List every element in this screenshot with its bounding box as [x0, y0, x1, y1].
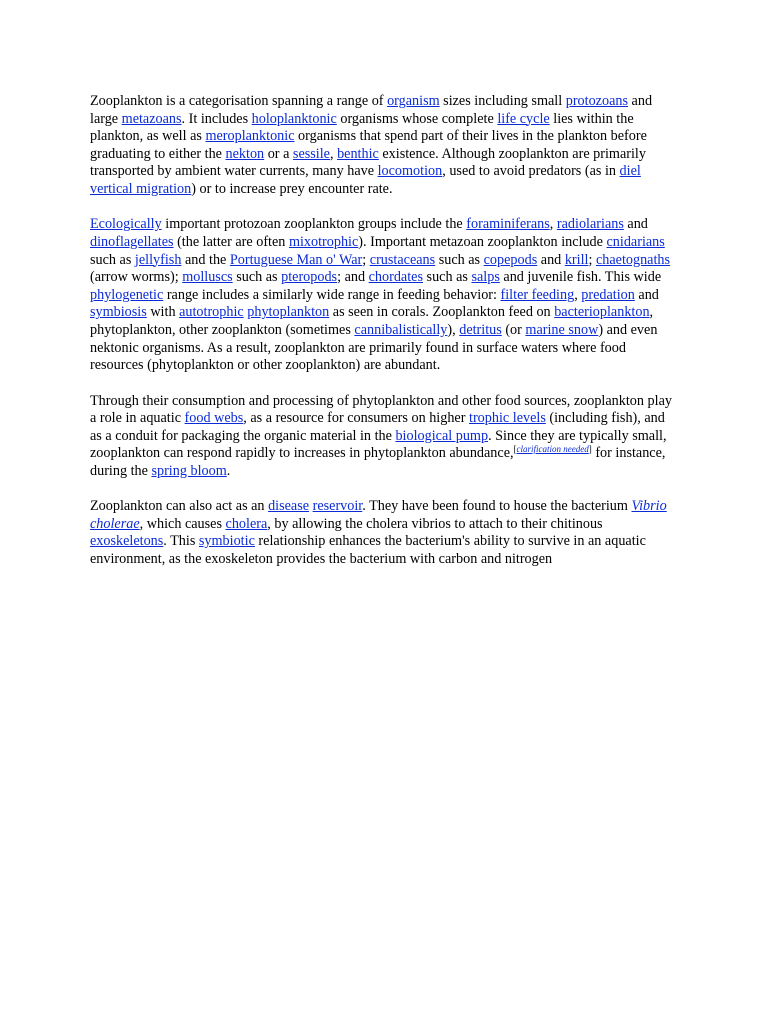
link-molluscs[interactable]: molluscs: [182, 269, 233, 286]
link-phytoplankton[interactable]: phytoplankton: [247, 304, 330, 321]
text-run: ) or to increase prey encounter rate.: [191, 180, 393, 197]
text-run: . It includes: [181, 110, 252, 127]
link-diel-vertical-migration[interactable]: diel vertical migration: [90, 163, 641, 197]
link-metazoans[interactable]: metazoans: [121, 110, 182, 127]
link-meroplanktonic[interactable]: meroplanktonic: [205, 128, 295, 145]
text-run: (the latter are often: [173, 233, 289, 250]
link-foraminiferans[interactable]: foraminiferans: [466, 216, 550, 233]
text-run: Zooplankton is a categorisation spanning a range of: [90, 93, 388, 109]
paragraph-groups: [90, 216, 680, 374]
link-radiolarians[interactable]: radiolarians: [556, 216, 624, 233]
link-copepods[interactable]: copepods: [483, 251, 538, 268]
paragraph-food-webs: [90, 393, 680, 481]
text-run: ,: [329, 145, 338, 162]
link-chordates[interactable]: chordates: [368, 269, 423, 286]
link-filter-feeding[interactable]: filter feeding: [500, 286, 575, 303]
link-protozoans[interactable]: protozoans: [565, 93, 628, 109]
text-run: such as: [423, 269, 472, 286]
text-run: ). Important metazoan zooplankton include: [358, 233, 607, 250]
link-cannibalistically[interactable]: cannibalistically: [354, 321, 448, 338]
text-run: ,: [549, 216, 557, 233]
text-run: and the: [181, 251, 230, 268]
text-run: important protozoan zooplankton groups include the: [161, 216, 467, 233]
text-run: and: [634, 286, 659, 303]
text-run: , which causes: [139, 515, 226, 532]
text-run: , by allowing the cholera vibrios to attach to their chitinous: [267, 515, 603, 532]
text-run: existence. Although zooplankton are primarily transported by ambient water currents, many have: [90, 145, 646, 180]
text-run: (or: [501, 321, 526, 338]
text-run: as seen in corals. Zooplankton feed on: [329, 304, 555, 321]
link-biological-pump[interactable]: biological pump: [395, 427, 489, 444]
text-run: . Since they are typically small, zooplankton can respond rapidly to increases in phytoplankton abundance,: [90, 427, 667, 462]
link-chaetognaths[interactable]: chaetognaths: [595, 251, 671, 268]
link-portuguese-man-o-war[interactable]: Portuguese Man o' War: [229, 251, 363, 268]
text-run: with: [146, 304, 180, 321]
text-run: lies within the plankton, as well as: [90, 110, 634, 145]
text-run: Zooplankton can also act as an: [90, 498, 269, 515]
paragraph-disease: [90, 498, 680, 568]
text-run: range includes a similarly wide range in feeding behavior:: [163, 286, 501, 303]
text-run: Through their consumption and processing of phytoplankton and other food sources, zooplankton play a role in aquatic: [90, 392, 672, 427]
link-spring-bloom[interactable]: spring bloom: [151, 462, 227, 479]
text-run: and: [623, 216, 648, 233]
text-run: (arrow worms);: [90, 269, 183, 286]
link-sessile[interactable]: sessile: [292, 145, 330, 162]
link-life-cycle[interactable]: life cycle: [497, 110, 550, 127]
text-run: and large: [90, 93, 653, 127]
link-exoskeletons[interactable]: exoskeletons: [90, 533, 164, 550]
link-trophic-levels[interactable]: trophic levels: [469, 410, 546, 427]
link-dinoflagellates[interactable]: dinoflagellates: [90, 233, 174, 250]
text-run: ;: [362, 251, 370, 268]
text-run: (including fish), and as a conduit for packaging the organic material in the: [90, 410, 665, 444]
link-jellyfish[interactable]: jellyfish: [134, 251, 182, 268]
text-run: and: [537, 251, 565, 268]
link-cnidarians[interactable]: cnidarians: [606, 233, 665, 250]
document-page: [90, 93, 680, 586]
text-run: such as: [90, 251, 135, 268]
link-bacterioplankton[interactable]: bacterioplankton: [554, 304, 650, 321]
text-run: ,: [574, 286, 582, 303]
link-disease[interactable]: disease: [268, 498, 310, 515]
link-locomotion[interactable]: locomotion: [377, 163, 443, 180]
text-run: , as a resource for consumers on higher: [243, 410, 470, 427]
text-run: , used to avoid predators (as in: [442, 163, 620, 180]
text-run: ),: [447, 321, 460, 338]
text-run: ; and: [337, 269, 369, 286]
text-run: sizes including small: [439, 93, 566, 109]
text-run: ) and even nektonic organisms. As a result, zooplankton are primarily found in surface waters where food resources (phytoplankton or other zooplankton) are abundant.: [90, 321, 658, 374]
link-symbiotic[interactable]: symbiotic: [198, 533, 255, 550]
text-run: relationship enhances the bacterium's ability to survive in an aquatic environment, as the exoskeleton provides the bacterium with carbon and nitrogen: [90, 533, 646, 568]
link-clarification-needed[interactable]: clarification needed: [516, 444, 589, 455]
link-reservoir[interactable]: reservoir: [312, 498, 363, 515]
text-run: for instance, during the: [90, 445, 666, 479]
text-run: organisms that spend part of their lives in the plankton before graduating to either the: [90, 128, 647, 162]
link-vibrio-cholerae[interactable]: Vibrio cholerae: [90, 498, 667, 532]
text-run: ;: [588, 251, 596, 268]
link-food-webs[interactable]: food webs: [184, 410, 244, 427]
clarification-note: [clarification needed]: [513, 444, 592, 455]
text-run: or a: [264, 145, 293, 162]
link-symbiosis[interactable]: symbiosis: [90, 304, 147, 321]
text-run: such as: [232, 269, 282, 286]
link-holoplanktonic[interactable]: holoplanktonic: [251, 110, 337, 127]
text-run: such as: [435, 251, 484, 268]
link-autotrophic[interactable]: autotrophic: [179, 304, 244, 321]
text-run: and juvenile fish. This wide: [499, 269, 662, 286]
link-mixotrophic[interactable]: mixotrophic: [288, 233, 359, 250]
text-run: . This: [163, 533, 199, 550]
link-cholera[interactable]: cholera: [225, 515, 268, 532]
link-benthic[interactable]: benthic: [337, 145, 379, 162]
text-run: , phytoplankton, other zooplankton (sometimes: [90, 304, 654, 338]
link-predation[interactable]: predation: [581, 286, 635, 303]
link-pteropods[interactable]: pteropods: [281, 269, 338, 286]
link-ecologically[interactable]: Ecologically: [90, 216, 162, 233]
link-crustaceans[interactable]: crustaceans: [369, 251, 436, 268]
link-salps[interactable]: salps: [471, 269, 500, 286]
text-run: organisms whose complete: [336, 110, 498, 127]
link-krill[interactable]: krill: [564, 251, 589, 268]
text-run: .: [226, 462, 231, 479]
link-detritus[interactable]: detritus: [459, 321, 502, 338]
link-nekton[interactable]: nekton: [225, 145, 265, 162]
paragraph-intro: [90, 93, 680, 199]
text-run: . They have been found to house the bacterium: [362, 498, 632, 515]
link-phylogenetic[interactable]: phylogenetic: [90, 286, 164, 303]
link-marine-snow[interactable]: marine snow: [525, 321, 599, 338]
link-organism[interactable]: organism: [387, 93, 440, 109]
